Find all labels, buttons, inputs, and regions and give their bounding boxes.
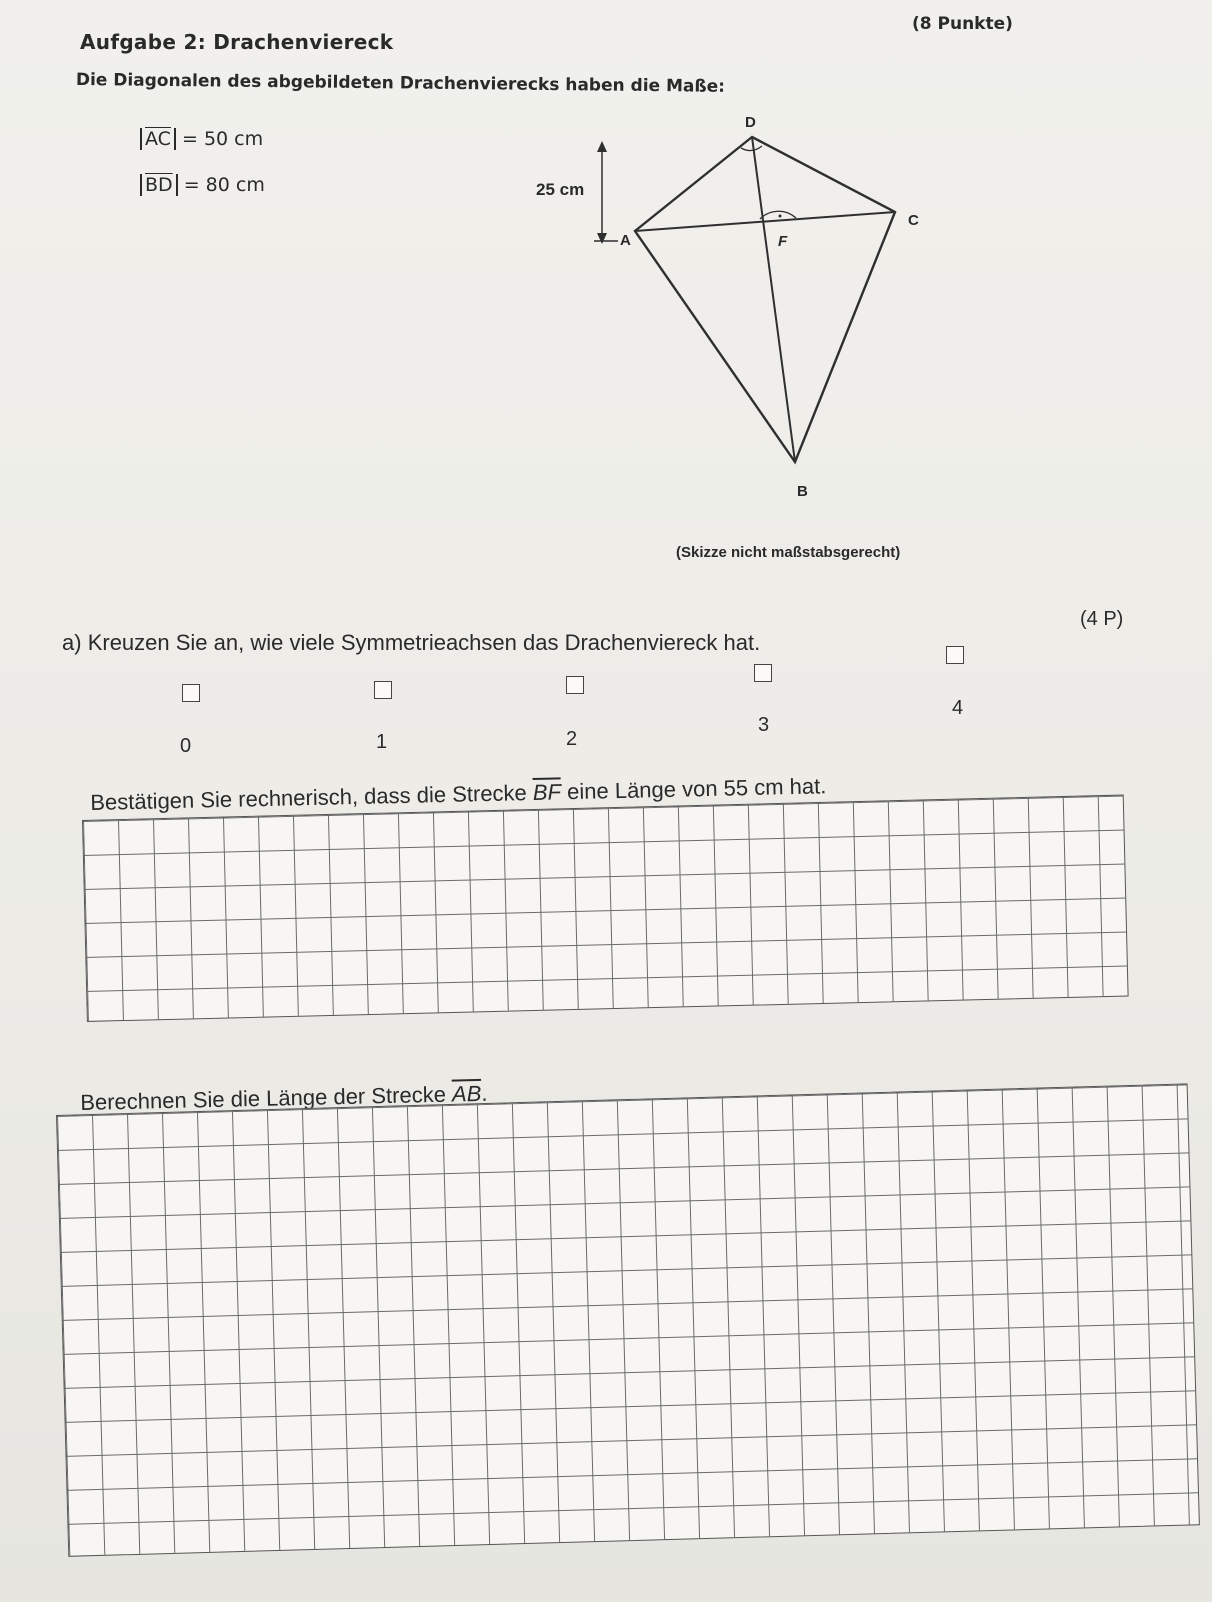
checkbox-option-0[interactable] xyxy=(182,684,200,702)
option-label-0: 0 xyxy=(180,735,192,757)
measurement-bd-segment: $\overline{BD}$ xyxy=(140,174,178,196)
task-a-text: Kreuzen Sie an, wie viele Symmetrieachsen das Drachenviereck hat. xyxy=(87,630,761,655)
checkbox-option-3[interactable] xyxy=(754,664,772,682)
task-b-segment: $\overline{BF}$ xyxy=(532,779,562,805)
task-a xyxy=(62,630,760,656)
checkbox-option-1[interactable] xyxy=(374,681,392,699)
label-b: B xyxy=(797,483,808,500)
angle-mark-d xyxy=(741,146,762,151)
measurement-ac-value: = 50 cm xyxy=(181,128,264,150)
right-angle-mark-f xyxy=(760,211,796,219)
checkbox-option-2[interactable] xyxy=(566,676,584,694)
dimension-arrow-top xyxy=(597,141,607,152)
answer-grid-c[interactable] xyxy=(56,1080,1200,1556)
option-label-1: 1 xyxy=(376,731,388,753)
dimension-label: 25 cm xyxy=(536,180,585,199)
exercise-title: Aufgabe 2: Drachenviereck xyxy=(80,30,394,54)
exercise-points: (8 Punkte) xyxy=(912,14,1013,34)
label-a: A xyxy=(620,232,631,249)
task-a-label: a) xyxy=(62,630,82,655)
sketch-caption: (Skizze nicht maßstabsgerecht) xyxy=(676,544,901,561)
measurement-ac-segment: $\overline{AC}$ xyxy=(140,128,176,150)
checkbox-option-4[interactable] xyxy=(946,646,964,664)
intro-text: Die Diagonalen des abgebildeten Drachenvierecks haben die Maße: xyxy=(75,70,726,97)
task-b-text-before: Bestätigen Sie rechnerisch, dass die Strecke xyxy=(90,780,528,815)
option-label-2: 2 xyxy=(566,728,578,750)
right-angle-dot xyxy=(779,215,782,218)
label-d: D xyxy=(745,114,756,131)
task-b-text-after: eine Länge von 55 cm hat. xyxy=(566,773,827,805)
kite-outline xyxy=(635,137,895,462)
task-c-segment: $\overline{AB}$ xyxy=(451,1080,482,1107)
kite-sketch xyxy=(0,0,1212,560)
answer-grid-b[interactable] xyxy=(82,795,1129,1022)
measurement-bd-value: = 80 cm xyxy=(183,174,265,196)
task-a-points: (4 P) xyxy=(1080,608,1124,630)
option-label-4: 4 xyxy=(952,697,964,719)
diagonal-bd xyxy=(752,137,795,462)
dimension-arrow-bottom xyxy=(597,233,607,244)
task-c-text-after: . xyxy=(481,1080,488,1106)
label-c: C xyxy=(908,212,919,229)
option-label-3: 3 xyxy=(758,714,770,736)
task-c-text-before: Berechnen Sie die Länge der Strecke xyxy=(80,1081,447,1115)
label-f: F xyxy=(778,233,788,250)
